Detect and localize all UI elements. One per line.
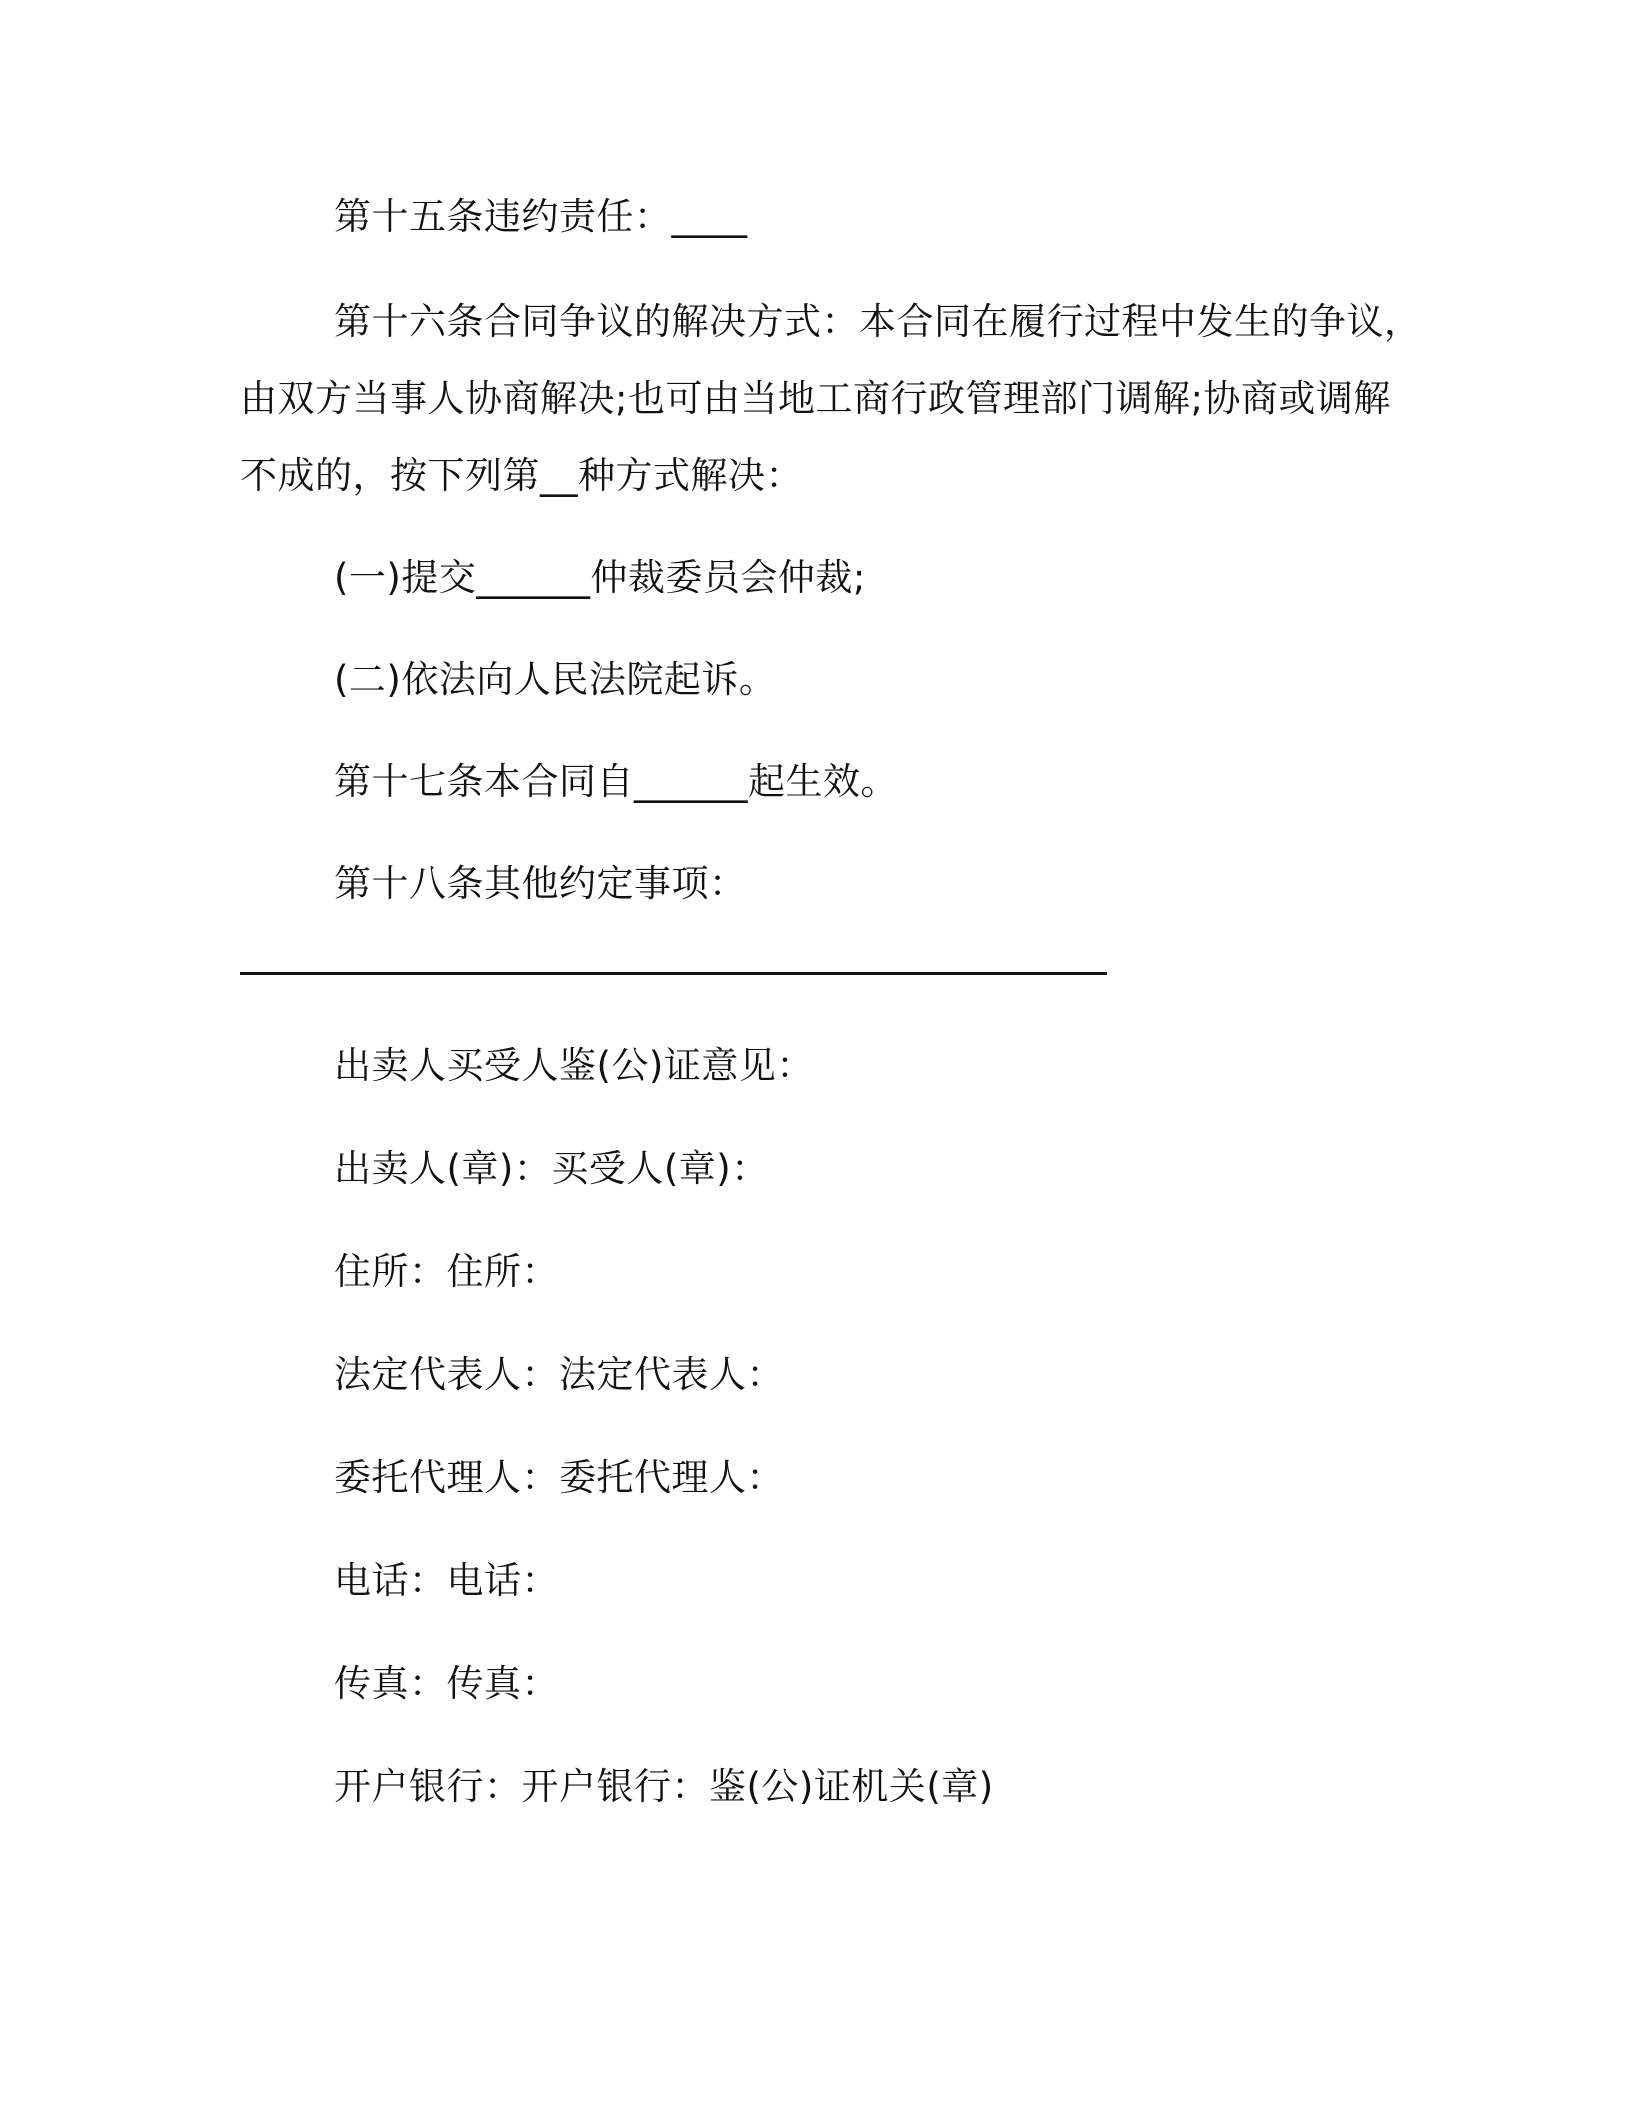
article-18: 第十八条其他约定事项： bbox=[334, 862, 747, 905]
article-17: 第十七条本合同自______起生效。 bbox=[334, 760, 898, 803]
signature-fax: 传真：传真： bbox=[334, 1662, 559, 1705]
signature-legal-rep: 法定代表人：法定代表人： bbox=[334, 1353, 784, 1396]
option-arbitration: (一)提交______仲裁委员会仲裁; bbox=[334, 556, 866, 599]
signature-agent: 委托代理人：委托代理人： bbox=[334, 1456, 784, 1499]
article-15: 第十五条违约责任：____ bbox=[334, 195, 748, 238]
signature-phone: 电话：电话： bbox=[334, 1559, 559, 1602]
article-16-line-1: 第十六条合同争议的解决方式：本合同在履行过程中发生的争议， bbox=[334, 300, 1422, 343]
signature-seal: 出卖人(章)：买受人(章)： bbox=[334, 1147, 769, 1190]
article-16-line-2: 由双方当事人协商解决;也可由当地工商行政管理部门调解;协商或调解 bbox=[240, 377, 1391, 420]
article-16-line-3: 不成的，按下列第__种方式解决： bbox=[240, 454, 803, 497]
option-court: (二)依法向人民法院起诉。 bbox=[334, 658, 777, 701]
blank-line-divider bbox=[240, 972, 1107, 975]
signature-heading: 出卖人买受人鉴(公)证意见： bbox=[334, 1044, 814, 1087]
signature-bank: 开户银行：开户银行：鉴(公)证机关(章) bbox=[334, 1765, 994, 1808]
signature-address: 住所：住所： bbox=[334, 1250, 559, 1293]
